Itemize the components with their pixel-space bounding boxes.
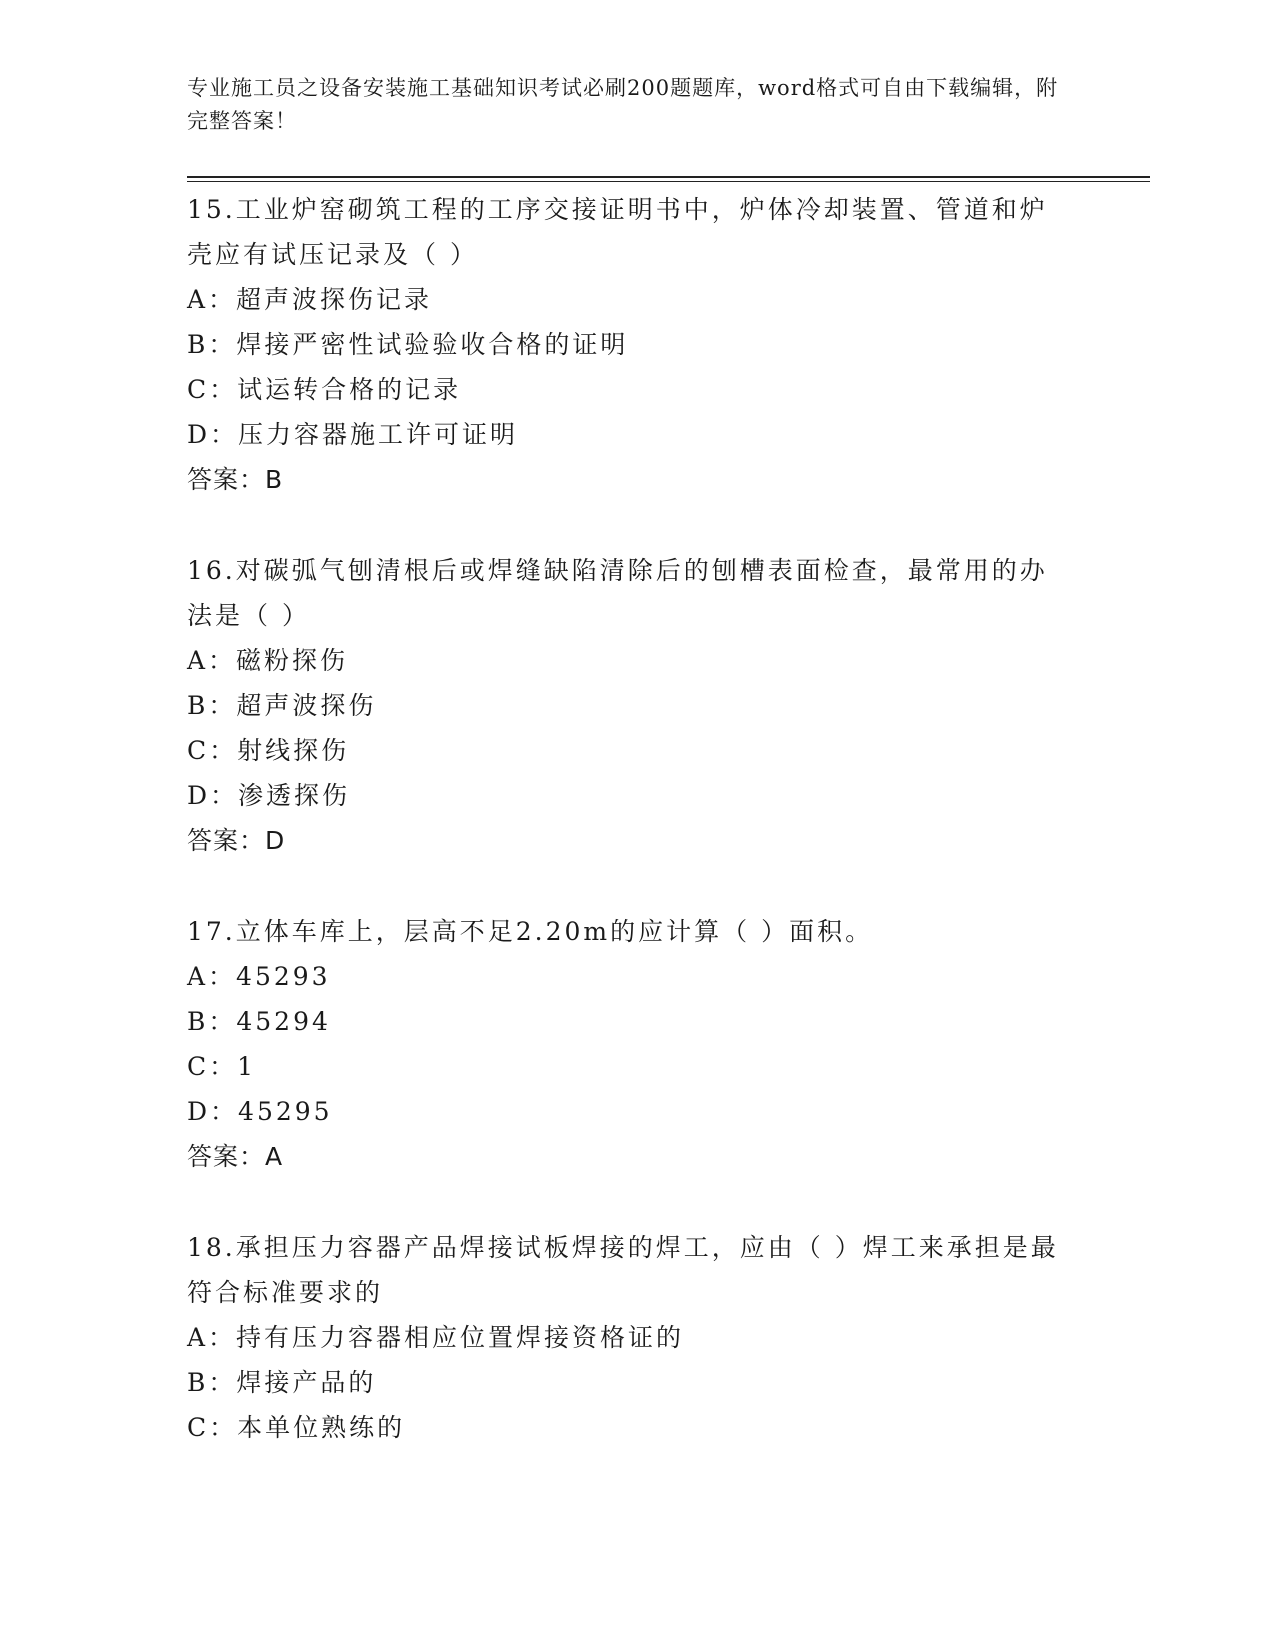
option-a: A：超声波探伤记录: [187, 285, 433, 314]
option-b: B：焊接严密性试验验收合格的证明: [187, 330, 629, 359]
answer: 答案：B: [187, 465, 284, 494]
option-d: D：45295: [187, 1097, 333, 1126]
option-c: C：1: [187, 1052, 257, 1081]
option-b: B：45294: [187, 1007, 331, 1036]
option-b: B：超声波探伤: [187, 691, 377, 720]
question-18: [187, 1225, 1067, 1450]
option-c: C：试运转合格的记录: [187, 375, 462, 404]
question-stem: 15.工业炉窑砌筑工程的工序交接证明书中，炉体冷却装置、管道和炉壳应有试压记录及（ ）: [187, 195, 1048, 269]
question-17: [187, 909, 1067, 1179]
option-c: C：本单位熟练的: [187, 1413, 406, 1442]
option-a: A：磁粉探伤: [187, 646, 349, 675]
question-stem: 17.立体车库上，层高不足2.20m的应计算（ ）面积。: [187, 917, 874, 946]
option-b: B：焊接产品的: [187, 1368, 377, 1397]
option-d: D：压力容器施工许可证明: [187, 420, 519, 449]
question-stem: 16.对碳弧气刨清根后或焊缝缺陷清除后的刨槽表面检查，最常用的办法是（ ）: [187, 556, 1048, 630]
question-16: [187, 548, 1067, 863]
answer: 答案：D: [187, 826, 286, 855]
answer: 答案：A: [187, 1142, 284, 1171]
option-a: A：持有压力容器相应位置焊接资格证的: [187, 1323, 685, 1352]
question-list: [187, 187, 1067, 1496]
option-d: D：渗透探伤: [187, 781, 351, 810]
document-header: 专业施工员之设备安装施工基础知识考试必刷200题题库，word格式可自由下载编辑，附完整答案！: [187, 76, 1059, 133]
question-stem: 18.承担压力容器产品焊接试板焊接的焊工，应由（ ）焊工来承担是最符合标准要求的: [187, 1233, 1059, 1307]
question-15: [187, 187, 1067, 502]
option-a: A：45293: [187, 962, 331, 991]
option-c: C：射线探伤: [187, 736, 350, 765]
header-divider-thick: [187, 176, 1150, 178]
header-divider-thin: [187, 181, 1150, 182]
